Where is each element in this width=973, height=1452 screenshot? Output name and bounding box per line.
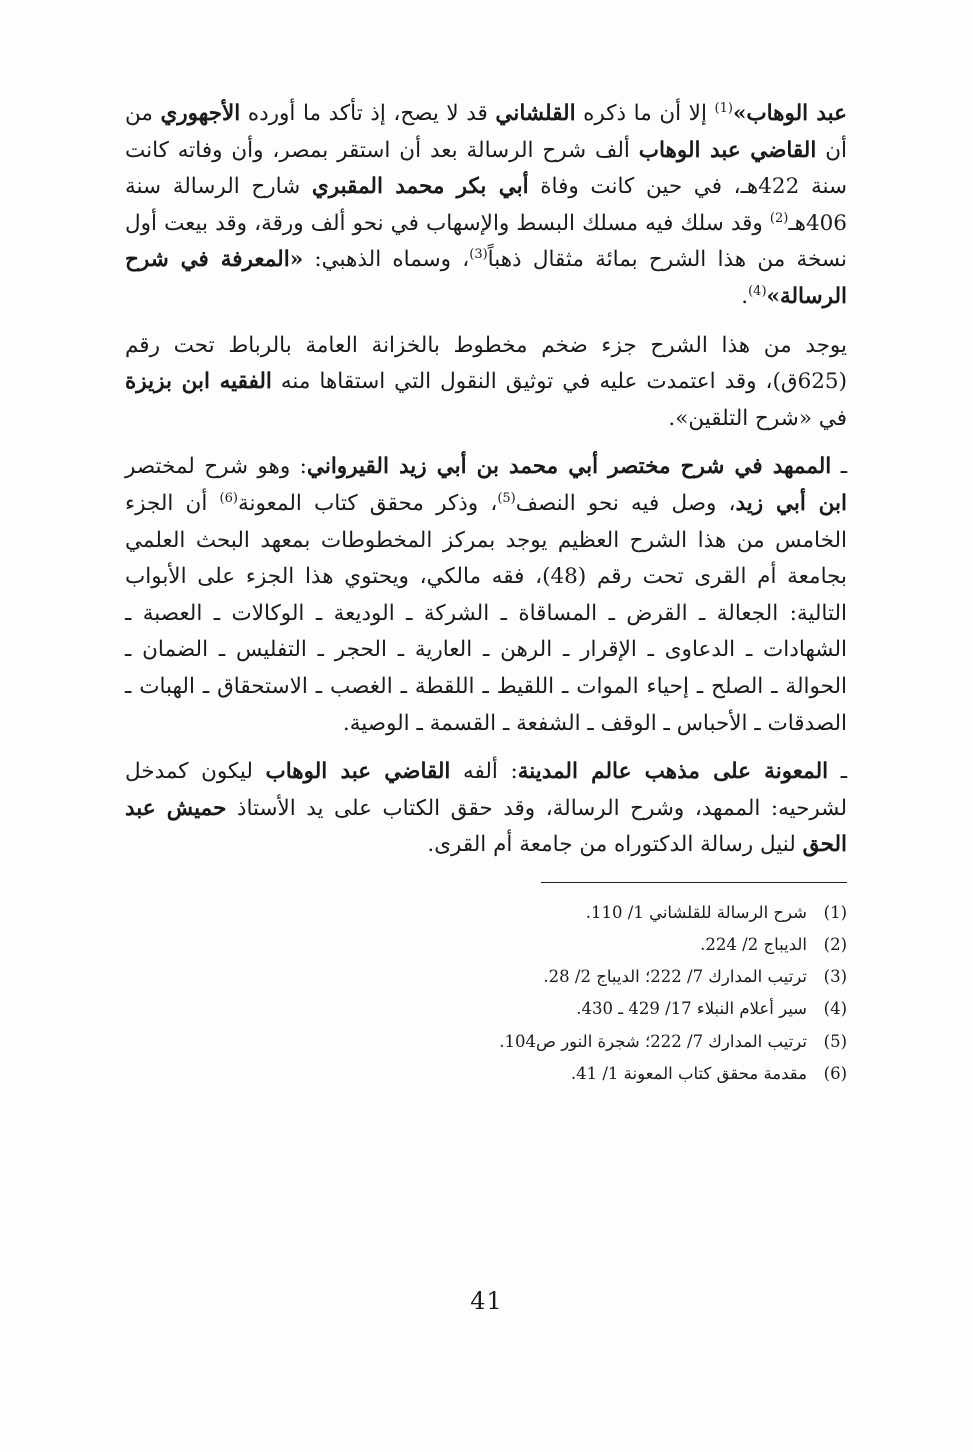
footnote-number: (6) xyxy=(823,1063,847,1083)
text-run: في «شرح التلقين». xyxy=(668,405,847,431)
footnote-item xyxy=(125,993,847,1025)
text-run: قد لا يصح، إذ تأكد ما أورده xyxy=(240,101,496,126)
footnote-item xyxy=(125,961,847,993)
text-run: ليكون كمدخل لشرحيه: الممهد، وشرح الرسالة، وقد حقق الكتاب على يد الأستاذ xyxy=(125,759,847,821)
footnote-ref: (1) xyxy=(714,100,733,116)
text-run: ، وذكر محقق كتاب المعونة xyxy=(237,490,498,516)
paragraph xyxy=(125,328,847,438)
footnote-number: (2) xyxy=(823,935,847,955)
text-run: شارح الرسالة سنة 406هـ xyxy=(125,174,847,236)
footnote-text: سير أعلام النبلاء 17/ 429 ـ 430. xyxy=(576,999,807,1019)
footnote-number: (3) xyxy=(823,967,847,987)
text-run: من أن xyxy=(125,101,848,163)
footnote-ref: (2) xyxy=(769,210,789,226)
footnote-text: الديباج 2/ 224. xyxy=(700,935,807,955)
footnote-number: (1) xyxy=(823,902,847,922)
text-run: ، وصل فيه نحو النصف xyxy=(515,490,736,516)
paragraph xyxy=(125,96,847,316)
footnote-text: شرح الرسالة للقلشاني 1/ 110. xyxy=(585,902,807,922)
bold-text: الأجهوري xyxy=(160,101,241,126)
text-run: ، وسماه الذهبي: xyxy=(303,247,470,273)
text-run: يوجد من هذا الشرح جزء ضخم مخطوط بالخزانة العامة بالرباط تحت رقم (625ق)، وقد اعتمدت عليه في توثيق النقول التي استقاها منه xyxy=(125,332,847,395)
text-run: وقد سلك فيه مسلك البسط والإسهاب في نحو ألف ورقة، وقد بيعت أول نسخة من هذا الشرح بمائة مثقال ذهباً xyxy=(125,210,848,273)
bold-text: ابن أبي زيد xyxy=(735,490,848,516)
bold-text: أبي بكر محمد المقبري xyxy=(311,174,529,200)
footnote-text: ترتيب المدارك 7/ 222؛ شجرة النور ص104. xyxy=(499,1031,807,1051)
footnote-item xyxy=(125,929,847,961)
text-run: : وهو شرح لمختصر xyxy=(125,454,307,480)
footnote-item xyxy=(125,897,847,929)
bold-text: المعونة على مذهب عالم المدينة xyxy=(517,759,829,785)
text-run: : ألفه xyxy=(450,759,518,785)
text-run: أن الجزء الخامس من هذا الشرح العظيم يوجد بمركز المخطوطات بمعهد البحث العلمي بجامعة أم القرى تحت رقم (48)، فقه مالكي، ويحتوي هذا الجزء على الأبواب التالية: الجعالة ـ القرض ـ المساقاة ـ الشركة ـ الوديعة ـ الوكالات ـ العصبة ـ الشهادات ـ الدعاوى ـ الإقرار ـ الرهن ـ العارية ـ الحجر ـ التفليس ـ الضمان ـ الحوالة ـ الصلح ـ إحياء الموات ـ اللقيط ـ اللقطة ـ الغصب ـ الاستحقاق ـ الهبات ـ الصدقات ـ الأحباس ـ الوقف ـ الشفعة ـ القسمة ـ الوصية. xyxy=(125,490,847,736)
footnote-number: (5) xyxy=(823,1031,847,1051)
footnote-text: ترتيب المدارك 7/ 222؛ الديباج 2/ 28. xyxy=(543,967,807,987)
footnote-number: (4) xyxy=(823,999,847,1019)
bold-text: «المعرفة في شرح الرسالة» xyxy=(125,247,847,309)
footnote-ref: (5) xyxy=(497,490,516,506)
footnote-text: مقدمة محقق كتاب المعونة 1/ 41. xyxy=(570,1063,807,1083)
footnote-ref: (4) xyxy=(748,283,767,299)
footnote-item xyxy=(125,1026,847,1058)
text-run: إلا أن ما ذكره xyxy=(575,101,715,126)
text-run: ـ xyxy=(831,454,847,480)
paragraph xyxy=(125,754,847,864)
bold-text: القاضي عبد الوهاب xyxy=(638,137,817,163)
bold-text: القاضي عبد الوهاب xyxy=(265,759,451,785)
footnote-item xyxy=(125,1058,847,1090)
footnote-ref: (3) xyxy=(469,247,488,263)
bold-text: الممهد في شرح مختصر أبي محمد بن أبي زيد القيرواني xyxy=(306,454,832,480)
bold-text: حميش عبد الحق xyxy=(125,795,847,858)
text-run: . xyxy=(741,283,749,309)
text-run: لنيل رسالة الدكتوراه من جامعة أم القرى. xyxy=(427,832,803,858)
bold-text: الفقيه ابن بزيزة xyxy=(125,369,272,395)
footnote-separator xyxy=(541,882,847,883)
footnote-ref: (6) xyxy=(219,490,238,506)
text-run: ألف شرح الرسالة بعد أن استقر بمصر، وأن وفاته كانت سنة 422هـ، في حين كانت وفاة xyxy=(125,137,847,200)
main-text xyxy=(125,96,847,864)
paragraph xyxy=(125,449,847,742)
page-number: 41 xyxy=(470,1287,503,1315)
text-run: ـ xyxy=(828,759,848,785)
page-body xyxy=(125,96,847,1090)
footnotes-list xyxy=(125,897,847,1090)
bold-text: القلشاني xyxy=(495,101,576,126)
bold-text: عبد الوهاب» xyxy=(732,101,847,126)
